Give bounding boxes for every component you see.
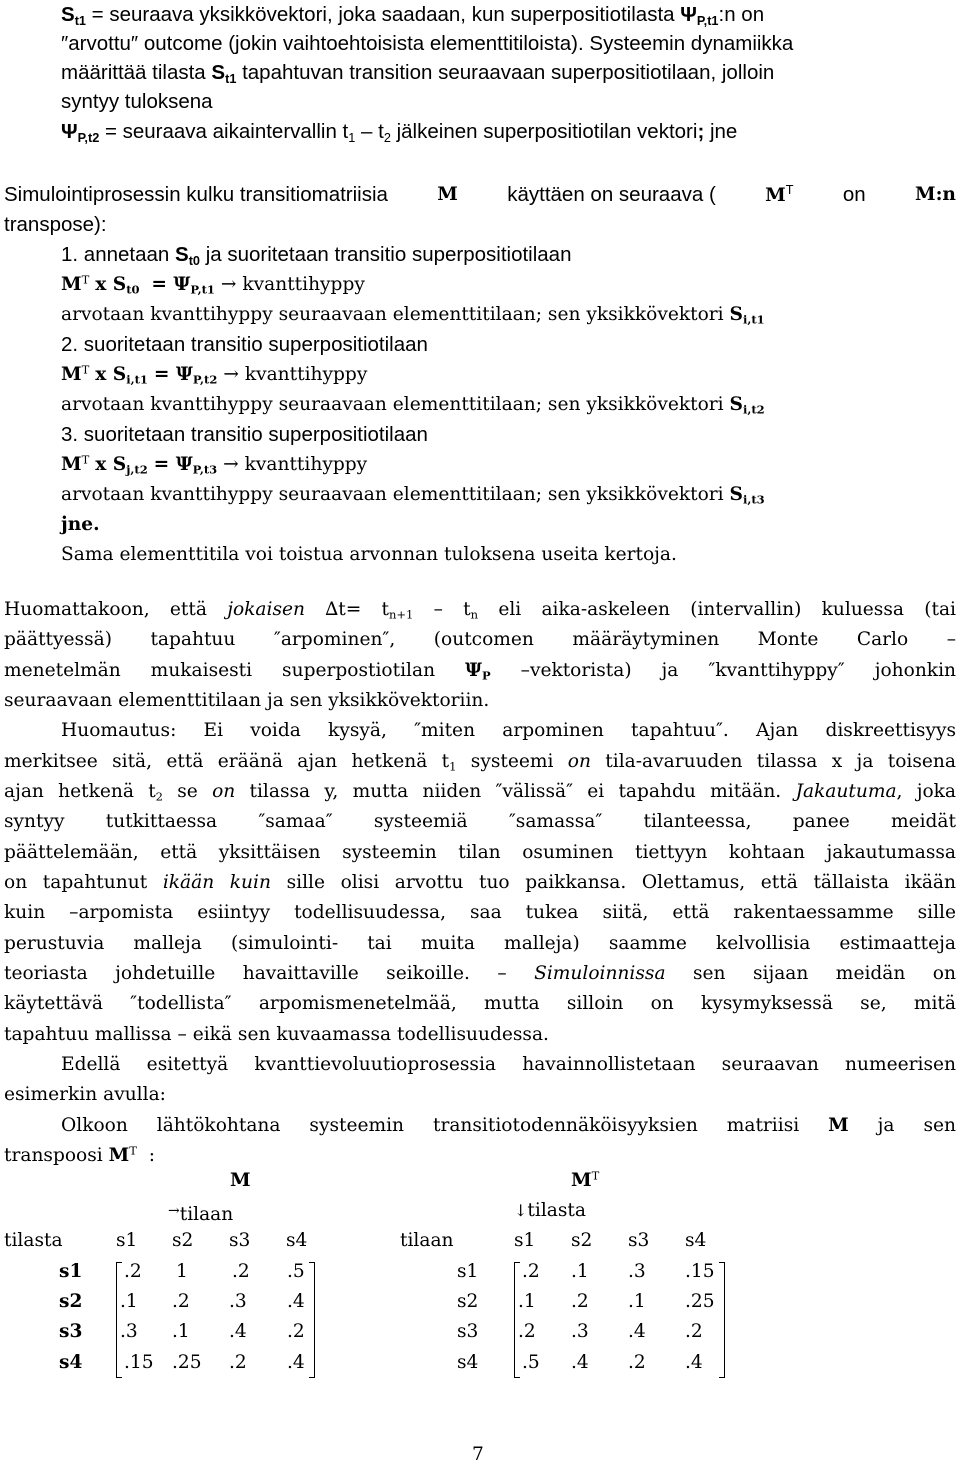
arrow-icon: →	[220, 274, 237, 295]
matrix-mt-left-bracket	[514, 1262, 520, 1378]
eq3-psi: = Ψ	[153, 454, 193, 475]
arrow-down-icon: ↓	[514, 1201, 528, 1220]
draw-line-2	[61, 390, 765, 420]
matrix-mt-col-4: s4	[685, 1230, 707, 1251]
draw-3-text: arvotaan kvanttihyppy seuraavaan elementtitilaan; sen yksikkövektori	[61, 484, 724, 505]
para1-l3-a: menetelmän mukaisesti superpostiotilan	[4, 660, 436, 681]
para2-l2-italic: on	[567, 751, 591, 772]
para4-l1-b: ja sen	[877, 1115, 956, 1136]
matrix-mt-cell: .1	[628, 1291, 646, 1312]
matrix-m-col-3: s3	[229, 1230, 251, 1251]
matrix-mt-row-4-label: s4	[457, 1352, 479, 1373]
step-1-s: S	[175, 243, 189, 266]
matrix-mt-cell: .2	[628, 1352, 646, 1373]
eq1-t: T	[81, 272, 90, 287]
para2-line-8: perustuvia malleja (simulointi- tai muita malleja) saamme kelvollisia estimaatteja	[4, 933, 956, 954]
draw-2-sub: i,t2	[742, 402, 765, 417]
heading-matrix-mn: M:n	[914, 184, 956, 205]
eq2-x-s: x S	[95, 364, 127, 385]
matrix-mt-row-2-label: s2	[457, 1291, 479, 1312]
equation-1	[61, 270, 365, 300]
para1-line-4: seuraavaan elementtitilaan ja sen yksikkövektoriin.	[4, 690, 490, 711]
matrix-mt-cell: .2	[522, 1261, 540, 1282]
para2-l3-a: ajan hetkenä t	[4, 781, 156, 802]
matrix-m-cell: .4	[229, 1321, 247, 1342]
draw-1-s: S	[729, 304, 743, 325]
step-1-title	[61, 240, 571, 270]
para2-line-5: päättelemään, että yksittäisen systeemin tilan osuminen tiettyyn kohtaan jakautumassa	[4, 842, 956, 863]
eq3-m: M	[61, 454, 82, 475]
para2-l2-a: merkitsee sitä, että eräänä ajan hetkenä t	[4, 751, 450, 772]
eq3-t: T	[81, 452, 90, 467]
para1-line-1	[4, 595, 956, 625]
draw-2-text: arvotaan kvanttihyppy seuraavaan elementtitilaan; sen yksikkövektori	[61, 394, 724, 415]
matrix-mt-direction	[514, 1196, 586, 1226]
intro-line-1: $S_{t1}$ = seuraava yksikkövektori, joka saadaan, kun superpositiotilasta $\Psi_{P,t1}:n$ on	[61, 3, 765, 28]
matrix-m-row-4-label: s4	[59, 1352, 83, 1373]
matrix-m-left-bracket	[116, 1262, 122, 1378]
para1-l3-psi: Ψ	[465, 660, 482, 681]
para2-line-9	[4, 959, 956, 989]
matrix-mt-cell: .4	[628, 1321, 646, 1342]
equation-2	[61, 360, 367, 390]
matrix-m-cell: .2	[287, 1321, 305, 1342]
eq2-rest: kvanttihyppy	[244, 364, 368, 385]
eq2-psi-sub: P,t2	[192, 372, 218, 387]
intro-line-3: määrittää tilasta $S_{t1}$ tapahtuvan transition seuraavaan superpositiotilaan, jolloin	[61, 61, 775, 86]
matrix-m-cell: .3	[120, 1321, 138, 1342]
matrix-m-direction	[168, 1196, 233, 1230]
para4-l1-m: M	[828, 1115, 849, 1136]
matrix-m-row-3-label: s3	[59, 1321, 83, 1342]
arrow-icon: →	[223, 454, 239, 475]
para4-line-2	[4, 1141, 155, 1171]
draw-2-s: S	[729, 394, 743, 415]
matrix-m-cell: .5	[287, 1261, 305, 1282]
eq2-psi: = Ψ	[153, 364, 193, 385]
matrix-mt-cell: .1	[518, 1291, 536, 1312]
para2-l2-sub: 1	[449, 759, 457, 774]
para1-l1-a: Huomattakoon, että	[4, 599, 207, 620]
eq1-psi: = Ψ	[151, 274, 191, 295]
matrix-m-cell: .15	[124, 1352, 154, 1373]
eq2-m: M	[61, 364, 82, 385]
eq3-x-s: x S	[95, 454, 127, 475]
eq1-sub: t0	[126, 282, 140, 297]
para1-l1-sub2: n	[470, 607, 479, 622]
draw-3-sub: i,t3	[742, 492, 765, 507]
para2-l6-a: on tapahtunut	[4, 872, 148, 893]
para2-l3-italic: on	[212, 781, 236, 802]
matrix-m-direction-label: tilaan	[179, 1204, 234, 1225]
etc-label: jne.	[61, 514, 100, 535]
equation-3	[61, 450, 367, 480]
matrix-m-row-2-label: s2	[59, 1291, 83, 1312]
heading-matrix-m: M	[437, 184, 458, 205]
matrix-mt-col-1: s1	[514, 1230, 536, 1251]
matrix-m-cell: .4	[287, 1352, 305, 1373]
heading-part-1: Simulointiprosessin kulku transitiomatriisia	[4, 183, 388, 206]
para2-l3-d: , joka	[896, 781, 956, 802]
matrix-m-cell: .25	[172, 1352, 202, 1373]
matrix-m-col-1: s1	[116, 1230, 138, 1251]
matrix-mt-col-2: s2	[571, 1230, 593, 1251]
para1-l1-c: – t	[433, 599, 471, 620]
para4-l2-m: M	[108, 1145, 130, 1166]
matrix-m-col-2: s2	[172, 1230, 194, 1251]
matrix-m-row-1-label: s1	[59, 1261, 83, 1282]
para2-line-11: tapahtuu mallissa – eikä sen kuvaamassa todellisuudessa.	[4, 1024, 549, 1045]
matrix-m-right-bracket	[309, 1262, 315, 1378]
matrix-mt-cell: .1	[571, 1261, 589, 1282]
matrix-mt-cell: .4	[685, 1352, 703, 1373]
para1-l1-b: ∆t= t	[325, 599, 389, 620]
matrix-mt-cell: .3	[571, 1321, 589, 1342]
para2-l3-italic-2: Jakautuma	[795, 781, 897, 802]
para4-l2-t: T	[129, 1143, 137, 1158]
para2-l9-b: sen sijaan meidän on	[692, 963, 956, 984]
eq1-x-s: x S	[95, 274, 127, 295]
arrow-right-icon: →	[168, 1203, 180, 1219]
intro-line-2: ″arvottu″ outcome (jokin vaihtoehtoisista elementtitiloista). Systeemin dynamiikka	[61, 32, 794, 55]
eq3-sub: j,t2	[126, 462, 148, 477]
matrix-mt-col-3: s3	[628, 1230, 650, 1251]
matrix-mt-row-3-label: s3	[457, 1321, 479, 1342]
matrix-m-corner: tilasta	[4, 1230, 63, 1251]
para2-l6-b: sille olisi arvottu tuo paikkansa. Olettamus, että tällaista ikään	[286, 872, 956, 893]
eq3-rest: kvanttihyppy	[244, 454, 368, 475]
para2-l3-sub: 2	[155, 789, 163, 804]
matrix-m-cell: .2	[172, 1291, 190, 1312]
matrix-m-cell: .1	[120, 1291, 138, 1312]
simulation-heading	[4, 180, 956, 211]
para2-l9-a: teoriasta johdetuille havaittaville seikoille. –	[4, 963, 507, 984]
para2-l2-c: tila-avaruuden tilassa x ja toisena	[605, 751, 956, 772]
matrix-m-cell: .2	[124, 1261, 142, 1282]
matrix-m-title: M	[230, 1170, 251, 1191]
matrix-mt-cell: .4	[571, 1352, 589, 1373]
para4-l1-a: Olkoon lähtökohtana systeemin transitiotodennäköisyyksien matriisi	[61, 1115, 800, 1136]
matrix-mt-row-1-label: s1	[457, 1261, 479, 1282]
matrix-mt-cell: .25	[685, 1291, 715, 1312]
draw-line-3	[61, 480, 765, 510]
step-3-title: 3. suoritetaan transitio superpositiotilaan	[61, 423, 428, 446]
matrix-mt-title-t: T	[591, 1168, 600, 1183]
para2-l3-b: se	[177, 781, 198, 802]
para2-line-2	[4, 747, 956, 777]
matrix-mt-cell: .3	[628, 1261, 646, 1282]
para4-l2-a: transpoosi	[4, 1145, 103, 1166]
matrix-mt-corner: tilaan	[400, 1230, 454, 1251]
heading-t-sup: T	[785, 182, 794, 198]
matrix-mt-cell: .2	[518, 1321, 536, 1342]
heading-part-3: on	[842, 183, 866, 206]
draw-1-sub: i,t1	[742, 312, 765, 327]
para2-l3-c: tilassa y, mutta niiden ″välissä″ ei tapahdu mitään.	[249, 781, 782, 802]
step-2-title: 2. suoritetaan transitio superpositiotilaan	[61, 333, 428, 356]
draw-1-text: arvotaan kvanttihyppy seuraavaan elementtitilaan; sen yksikkövektori	[61, 304, 724, 325]
matrix-m-col-4: s4	[286, 1230, 308, 1251]
para2-line-10: käytettävä ″todellista″ arpomismenetelmää, mutta silloin on kysymyksessä se, mitä	[4, 993, 956, 1014]
para1-l1-d: eli aika-askeleen (intervallin) kuluessa (tai	[498, 599, 956, 620]
eq1-psi-sub: P,t1	[190, 282, 215, 297]
eq2-sub: i,t1	[126, 372, 148, 387]
para2-line-6	[4, 868, 956, 898]
para1-line-2: päättyessä) tapahtuu ″arpominen″, (outcomen määräytyminen Monte Carlo –	[4, 629, 956, 650]
matrix-m-cell: .3	[229, 1291, 247, 1312]
heading-part-2: käyttäen on seuraava (	[507, 183, 716, 206]
step-1-rest: ja suoritetaan transitio superpositiotilaan	[205, 243, 572, 266]
intro-line-4: syntyy tuloksena	[61, 90, 213, 113]
para2-l6-italic: ikään kuin	[162, 872, 271, 893]
para1-l3-b: –vektorista) ja ″kvanttihyppy″ johonkin	[520, 660, 956, 681]
matrix-m-cell: .4	[287, 1291, 305, 1312]
para3-line-1: Edellä esitettyä kvanttievoluutioprosessia havainnollistetaan seuraavan numeerisen	[61, 1054, 956, 1075]
eq3-psi-sub: P,t3	[192, 462, 218, 477]
eq2-t: T	[81, 362, 90, 377]
heading-matrix-mt: M	[765, 185, 786, 206]
matrix-mt-title	[571, 1166, 599, 1196]
simulation-heading-line-2: transpose):	[4, 213, 107, 236]
matrix-m-cell: .2	[232, 1261, 250, 1282]
page-number: 7	[472, 1444, 484, 1465]
para4-l2-colon: :	[148, 1145, 156, 1166]
step-1-s-sub: t0	[188, 252, 200, 268]
para2-line-1: Huomautus: Ei voida kysyä, ″miten arpominen tapahtuu″. Ajan diskreettisyys	[61, 720, 956, 741]
para2-line-4: syntyy tutkittaessa ″samaa″ systeemiä ″samassa″ tilanteessa, panee meidät	[4, 811, 956, 832]
matrix-m-cell: 1	[176, 1261, 188, 1282]
matrix-mt-cell: .5	[522, 1352, 540, 1373]
para4-line-1	[61, 1111, 956, 1141]
matrix-mt-right-bracket	[719, 1262, 725, 1378]
eq1-rest: kvanttihyppy	[242, 274, 365, 295]
para2-l2-b: systeemi	[470, 751, 554, 772]
matrix-mt-title-m: M	[571, 1170, 592, 1191]
para2-line-7: kuin –arpomista esiintyy todellisuudessa, saa tukea siitä, että rakentaessamme sille	[4, 902, 956, 923]
matrix-mt-cell: .15	[685, 1261, 715, 1282]
matrix-mt-cell: .2	[571, 1291, 589, 1312]
draw-3-s: S	[729, 484, 743, 505]
para1-l1-sub1: n+1	[388, 607, 414, 622]
matrix-m-cell: .2	[229, 1352, 247, 1373]
para2-line-3	[4, 777, 956, 807]
step-1-label: 1. annetaan	[61, 243, 170, 266]
para2-l9-italic: Simuloinnissa	[534, 963, 666, 984]
para1-l1-italic: jokaisen	[227, 599, 305, 620]
matrix-mt-direction-label: tilasta	[527, 1200, 586, 1221]
arrow-icon: →	[223, 364, 239, 385]
para1-line-3	[4, 656, 956, 686]
matrix-m-cell: .1	[172, 1321, 190, 1342]
para3-line-2: esimerkin avulla:	[4, 1084, 166, 1105]
eq1-m: M	[61, 274, 82, 295]
intro-line-5: $\Psi_{P,t2}$ = seuraava aikaintervallin $t_1 - t_2$ jälkeinen superpositiotilan vektori; jne	[61, 120, 738, 145]
matrix-mt-cell: .2	[685, 1321, 703, 1342]
para1-l3-sub: P	[482, 668, 491, 683]
draw-line-1	[61, 300, 765, 330]
repeat-note: Sama elementtitila voi toistua arvonnan tuloksena useita kertoja.	[61, 544, 677, 565]
